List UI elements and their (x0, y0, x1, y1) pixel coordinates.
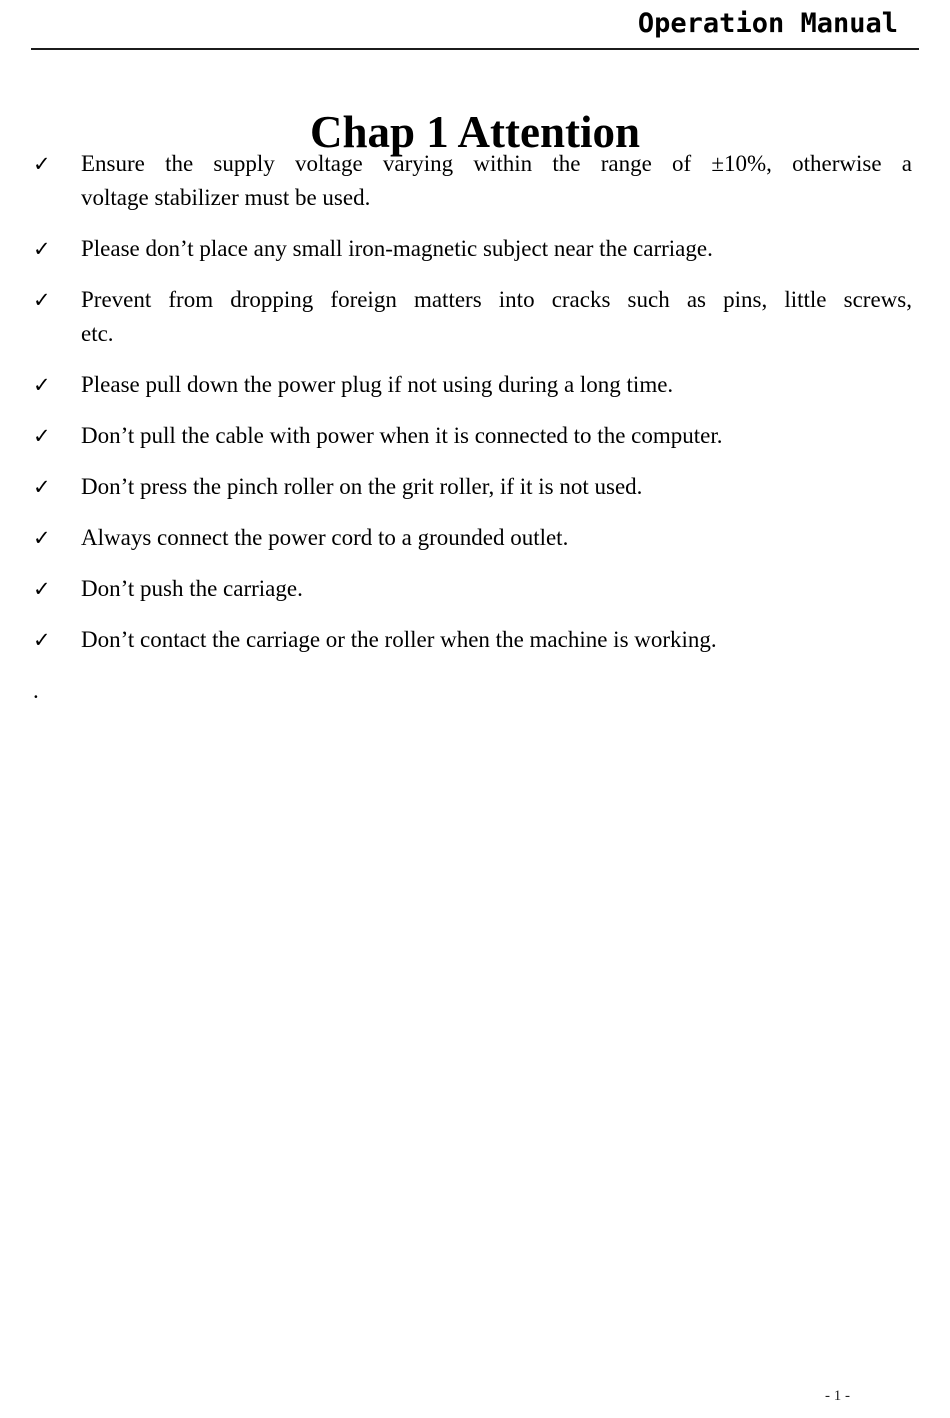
checkmark-icon: ✓ (33, 475, 51, 499)
attention-item-text (81, 623, 912, 657)
chapter-title: Chap 1 Attention (309, 107, 641, 158)
trailing-period: . (33, 678, 39, 703)
attention-item (33, 419, 912, 453)
checkmark-icon: ✓ (33, 526, 51, 550)
attention-item-line: Please don’t place any small iron-magnetic subject near the carriage. (81, 236, 713, 261)
footer-page-number: - 1 - (825, 1388, 850, 1404)
checkmark-icon: ✓ (33, 373, 51, 397)
attention-item-text (81, 521, 912, 555)
checkmark-icon: ✓ (33, 424, 51, 448)
attention-item-text (81, 419, 912, 453)
checkmark-icon: ✓ (33, 628, 51, 652)
attention-item (33, 232, 912, 266)
header-title: Operation Manual (637, 8, 898, 39)
attention-item (33, 283, 912, 351)
attention-item-line: Prevent from dropping foreign matters into cracks such as pins, little screws, (81, 287, 912, 312)
attention-list (33, 147, 912, 708)
attention-item-line: Always connect the power cord to a grounded outlet. (81, 525, 569, 550)
attention-item (33, 623, 912, 657)
checkmark-icon: ✓ (33, 288, 51, 312)
attention-item-text (81, 470, 912, 504)
attention-item-line: Please pull down the power plug if not using during a long time. (81, 372, 674, 397)
attention-item-text (81, 232, 912, 266)
attention-item-line: voltage stabilizer must be used. (81, 185, 371, 210)
attention-item-text (81, 572, 912, 606)
attention-item (33, 521, 912, 555)
attention-item-line: Don’t push the carriage. (81, 576, 303, 601)
attention-item-text (81, 368, 912, 402)
attention-item (33, 572, 912, 606)
attention-item-line: Ensure the supply voltage varying within the range of ±10%, otherwise a (81, 151, 912, 176)
checkmark-icon: ✓ (33, 237, 51, 261)
attention-item (33, 470, 912, 504)
attention-item-line: Don’t press the pinch roller on the grit roller, if it is not used. (81, 474, 643, 499)
checkmark-icon: ✓ (33, 152, 51, 176)
checkmark-icon: ✓ (33, 577, 51, 601)
attention-item-line: Don’t pull the cable with power when it is connected to the computer. (81, 423, 723, 448)
attention-item-line: Don’t contact the carriage or the roller when the machine is working. (81, 627, 717, 652)
attention-item (33, 368, 912, 402)
attention-item-text (81, 147, 912, 215)
attention-item (33, 147, 912, 215)
header-rule (31, 48, 919, 50)
attention-item-text (81, 283, 912, 351)
attention-item-line: etc. (81, 321, 114, 346)
